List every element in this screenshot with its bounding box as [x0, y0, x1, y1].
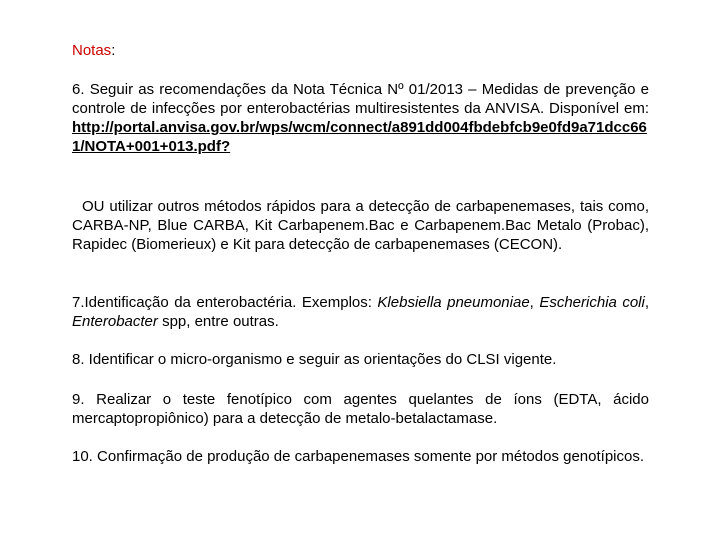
species-klebsiella: Klebsiella pneumoniae	[377, 294, 530, 311]
notes-heading-colon: :	[111, 42, 116, 59]
note-8-text: 8. Identificar o micro-organismo e seguir as orientações do CLSI vigente.	[72, 351, 557, 368]
note-item-8	[72, 350, 649, 369]
note-7-sep1: ,	[529, 294, 534, 311]
note-9-number: 9.	[72, 391, 85, 408]
note-7-sep2: ,	[644, 294, 650, 311]
note-6-text: Seguir as recomendações da Nota Técnica Nº 01/2013 – Medidas de prevenção e controle de infecções por enterobactérias multiresistentes da ANVISA. Disponível em:	[72, 81, 649, 117]
notes-heading-label: Notas	[72, 42, 112, 59]
note-9-text: Realizar o teste fenotípico com agentes quelantes de íons (EDTA, ácido mercaptopropiônico) para a detecção de metalo-betalactamase.	[72, 391, 649, 427]
anvisa-link[interactable]: http://portal.anvisa.gov.br/wps/wcm/connect/a891dd004fbdebfcb9e0fd9a71dcc661/NOTA+001+013.pdf?	[72, 119, 647, 155]
note-10-text: 10. Confirmação de produção de carbapenemases somente por métodos genotípicos.	[72, 448, 645, 465]
notes-heading	[72, 41, 115, 60]
note-item-7	[72, 293, 649, 331]
note-item-10	[72, 447, 649, 466]
note-item-6	[72, 80, 649, 156]
genus-enterobacter: Enterobacter	[72, 313, 158, 330]
note-7-prefix: 7.Identificação da enterobactéria. Exemplos:	[72, 294, 372, 311]
alternative-methods-note	[72, 197, 649, 254]
alternative-methods-text: OU utilizar outros métodos rápidos para a detecção de carbapenemases, tais como, CARBA-NP, Blue CARBA, Kit Carbapenem.Bac e Carbapenem.Bac Metalo (Probac), Rapidec (Biomerieux) e Kit para detecção de carbapenemases (CECON).	[72, 198, 649, 253]
note-7-suffix: spp, entre outras.	[162, 313, 279, 330]
note-item-9	[72, 390, 649, 428]
note-6-number: 6.	[72, 81, 85, 98]
species-escherichia: Escherichia coli	[539, 294, 645, 311]
